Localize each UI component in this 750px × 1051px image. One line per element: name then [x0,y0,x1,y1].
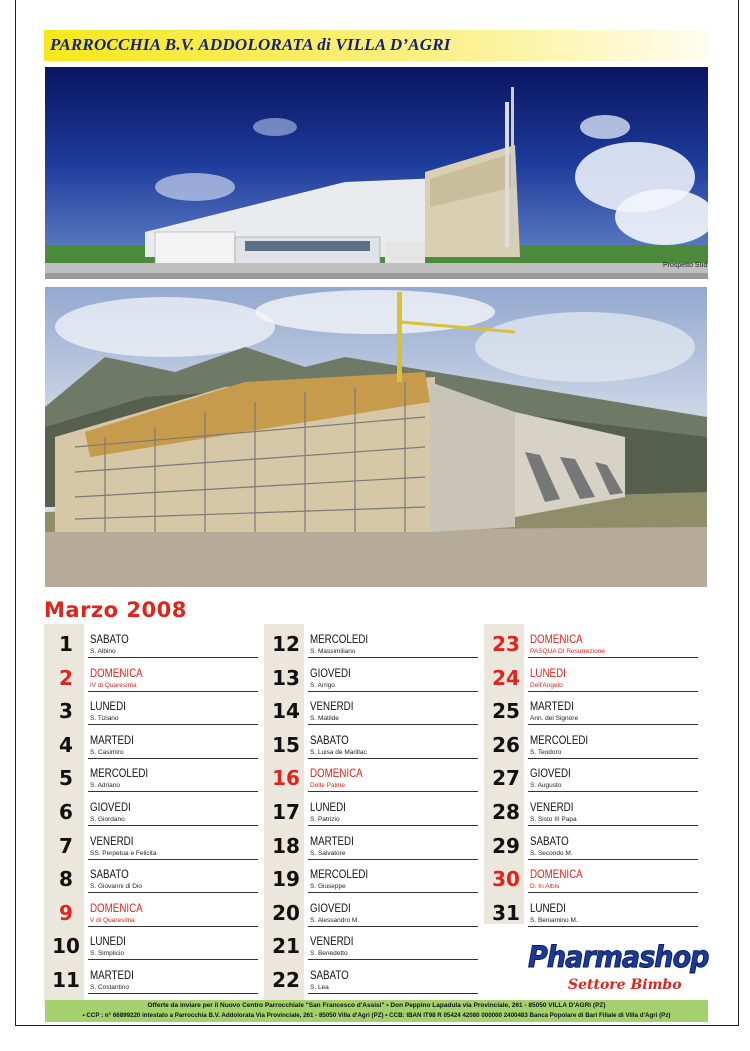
saint-name: Delle Palme [310,782,346,790]
weekday-name: LUNEDI [530,902,566,915]
construction-drawing [45,287,707,587]
pharmashop-logo [528,940,708,998]
page-frame-left [15,0,16,1025]
row-rule [528,926,698,927]
calendar-day [264,658,479,692]
calendar-day [44,960,259,994]
day-number: 1 [59,632,73,656]
weekday-name: SABATO [310,734,349,747]
saint-name: S. Albino [90,648,116,655]
weekday-name: MARTEDI [90,970,134,982]
saint-name: S. Matilde [310,715,339,723]
saint-name: S. Casimiro [90,748,124,756]
saint-name: S. Adriano [90,782,120,790]
weekday-name: MERCOLEDI [310,634,369,646]
calendar-day [264,691,479,725]
weekday-name: SABATO [90,634,129,646]
day-number: 31 [492,900,520,925]
calendar-day [484,859,699,893]
weekday-name: MARTEDI [90,734,134,747]
sponsor-tagline: Settore Bimbo [568,977,682,993]
calendar-day [44,758,259,792]
saint-name: S. Sisto III Papa [530,816,577,823]
weekday-name: MERCOLEDI [310,869,369,882]
saint-name: S. Giuseppe [310,883,346,891]
weekday-name: DOMENICA [90,902,143,915]
day-number: 28 [492,800,520,824]
page-frame-bottom [15,1025,739,1026]
calendar-day [264,893,479,927]
weekday-name: LUNEDI [90,936,126,949]
day-number: 15 [272,732,300,757]
day-number: 27 [492,766,520,791]
calendar-day [44,926,259,960]
day-number: 9 [59,900,73,925]
saint-name: Ann. del Signore [530,715,579,723]
day-number: 18 [272,833,300,858]
saint-name: S. Giovanni di Dio [90,883,143,891]
calendar-day [44,792,259,826]
weekday-name: MERCOLEDI [530,734,589,747]
saint-name: S. Salvatore [310,849,346,857]
day-number: 19 [272,867,300,892]
calendar-day [484,826,699,860]
calendar-day [44,725,259,759]
saint-name: S. Benedetto [310,950,348,958]
day-number: 17 [272,800,300,824]
saint-name: S. Costantino [90,984,130,991]
day-number: 25 [492,699,520,724]
weekday-name: DOMENICA [90,667,143,680]
saint-name: S. Augusto [530,782,562,790]
weekday-name: DOMENICA [530,634,583,646]
weekday-name: MARTEDI [310,835,354,848]
calendar-day [264,792,479,826]
saint-name: S. Teodoro [530,748,562,756]
day-number: 24 [492,665,520,690]
saint-name: V di Quaresima [90,916,135,924]
row-rule [308,993,478,994]
construction-photo-image [45,287,707,587]
day-number: 23 [492,632,520,656]
saint-name: D. In Albis [530,883,560,891]
weekday-name: SABATO [90,869,129,882]
weekday-name: VENERDI [310,936,354,949]
weekday-name: GIOVEDI [310,902,351,915]
weekday-name: GIOVEDI [90,802,131,814]
weekday-name: VENERDI [530,802,574,814]
calendar-day [44,859,259,893]
weekday-name: LUNEDI [90,701,126,714]
day-number: 22 [272,968,300,992]
saint-name: S. Giordano [90,816,125,823]
weekday-name: GIOVEDI [530,768,571,781]
donation-footer [45,1000,708,1022]
day-number: 2 [59,665,73,690]
sponsor-name: Pharmashop [528,940,709,974]
day-number: 11 [52,968,80,992]
day-number: 12 [272,632,300,656]
calendar-day [264,758,479,792]
weekday-name: SABATO [530,835,569,848]
calendar-day [484,792,699,826]
saint-name: S. Alessandro M. [310,916,360,924]
weekday-name: VENERDI [310,701,354,714]
month-title: Marzo 2008 [44,598,187,622]
saint-name: S. Secondo M. [530,849,573,857]
saint-name: S. Massimiliano [310,648,356,655]
saint-name: SS. Perpetua e Felicita [90,849,157,857]
weekday-name: VENERDI [90,835,134,848]
saint-name: S. Simplicio [90,950,124,958]
weekday-name: SABATO [310,970,349,982]
rendering-caption: Prospetto Sud [663,262,708,269]
footer-line-1: Offerte da inviare per il Nuovo Centro Parrocchiale "San Francesco d'Assisi" • Don Peppino Lapadula via Provinciale, 261 - 85050 VILLA D'AGRI (PZ) [147,1002,606,1009]
day-number: 29 [492,833,520,858]
calendar-day [264,960,479,994]
saint-name: S. Arrigo [310,681,335,689]
weekday-name: DOMENICA [530,869,583,882]
calendar-day [44,658,259,692]
parish-title: PARROCCHIA B.V. ADDOLORATA di VILLA D’AGRI [50,35,451,54]
calendar-day [44,893,259,927]
day-number: 14 [272,699,300,724]
day-number: 4 [59,732,73,757]
calendar-day [264,826,479,860]
weekday-name: MERCOLEDI [90,768,149,781]
church-rendering-image [45,67,708,279]
calendar-day [264,624,479,658]
weekday-name: DOMENICA [310,768,363,781]
calendar-day [44,624,259,658]
day-number: 3 [59,699,73,724]
footer-line-2: • CCP : n° 66899220 intestato a Parrocchia B.V. Addolorata Via Provinciale, 261 - 85050 Villa d'Agri (PZ) • CCB: IBAN IT98 R 05424 42080 000000 2400483 Banca Popolare di Bari Filiale di Villa d'Agri (Pz) [82,1012,671,1019]
calendar-day [484,624,699,658]
day-number: 6 [59,800,73,824]
saint-name: PASQUA DI Resurrezione [530,648,606,655]
day-number: 26 [492,732,520,757]
day-number: 7 [59,833,73,858]
rendering-drawing [45,67,708,279]
saint-name: S. Beniamino M. [530,916,578,924]
saint-name: S. Tiziano [90,715,119,723]
saint-name: S. Lea [310,984,329,991]
day-number: 10 [52,934,80,959]
saint-name: S. Patrizio [310,816,340,823]
page-frame-right [738,0,739,1025]
day-number: 8 [59,867,73,892]
calendar-day [44,691,259,725]
weekday-name: LUNEDI [310,802,346,814]
saint-name: S. Luisa de Marillac [310,748,367,756]
calendar-day [484,658,699,692]
weekday-name: MARTEDI [530,701,574,714]
day-number: 21 [272,934,300,959]
day-number: 16 [272,766,300,791]
calendar-day [484,691,699,725]
parish-header [44,30,708,61]
weekday-name: GIOVEDI [310,667,351,680]
calendar-day [264,859,479,893]
day-number: 5 [59,766,73,791]
weekday-name: LUNEDI [530,667,566,680]
day-number: 30 [492,867,520,892]
day-number: 13 [272,665,300,690]
day-number: 20 [272,900,300,925]
calendar-day [44,826,259,860]
calendar-day [484,758,699,792]
calendar-day [264,926,479,960]
saint-name: Dell'Angelo [530,681,563,689]
calendar-day [264,725,479,759]
calendar-day [484,893,699,927]
calendar-day [484,725,699,759]
saint-name: IV di Quaresima [90,681,137,689]
row-rule [88,993,258,994]
